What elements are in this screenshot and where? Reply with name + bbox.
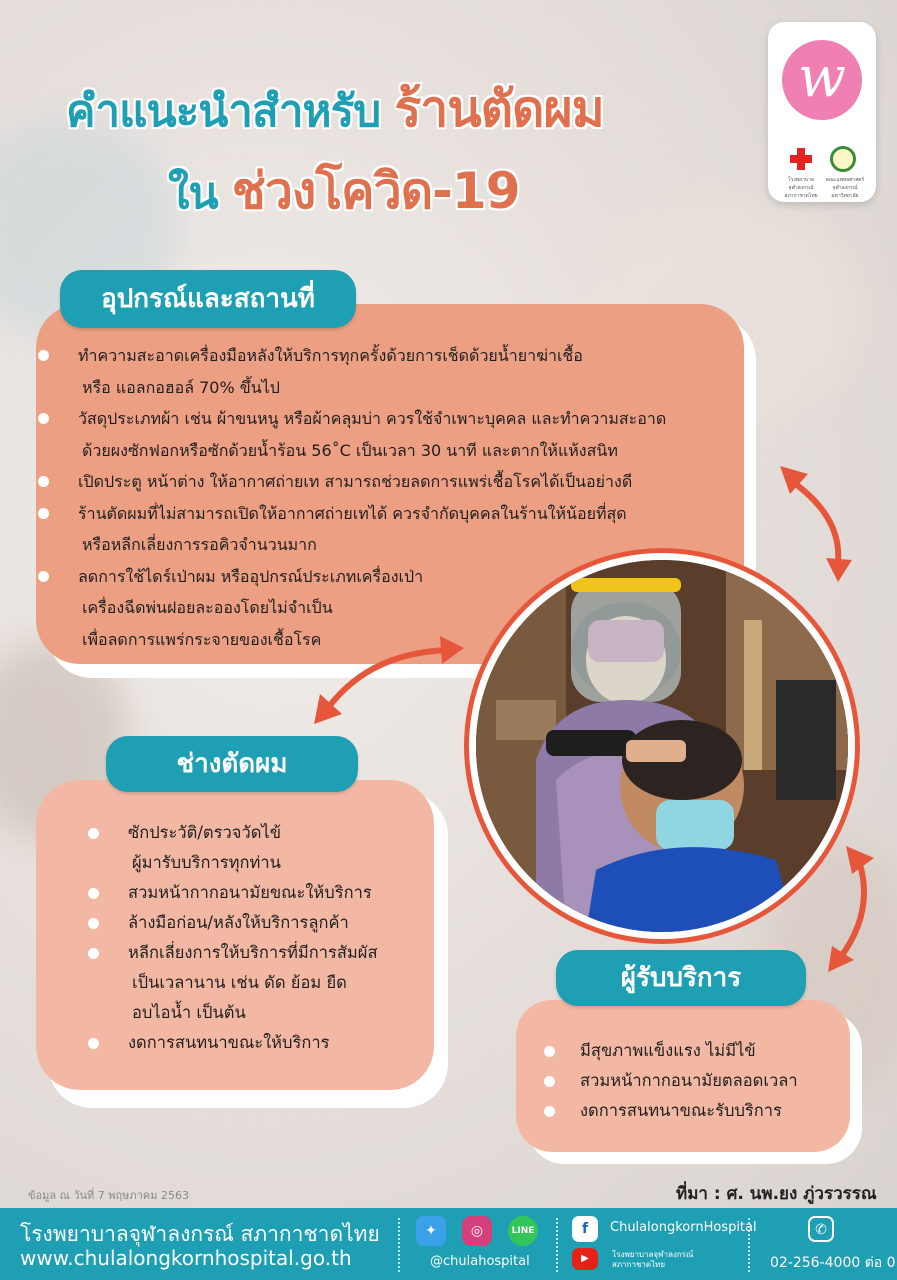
logo-org-2: คณะแพทยศาสตร์ จุฬาลงกรณ์มหาวิทยาลัย — [825, 177, 865, 199]
customer-heading: ผู้รับบริการ — [556, 950, 806, 1006]
title-line-1 — [66, 70, 604, 149]
list-item — [88, 908, 428, 938]
data-date-note: ข้อมูล ณ วันที่ 7 พฤษภาคม 2563 — [28, 1189, 189, 1202]
youtube-channel-name[interactable]: โรงพยาบาลจุฬาลงกรณ์ สภากาชาดไทย — [612, 1250, 694, 1269]
item-line: ซักประวัติ/ตรวจวัดไข้ — [128, 823, 281, 842]
list-item — [38, 403, 738, 466]
title-part-4: ช่วงโควิด-19 — [231, 162, 520, 220]
item-line: เปิดประตู หน้าต่าง ให้อากาศถ่ายเท สามารถช่วยลดการแพร่เชื้อโรคได้เป็นอย่างดี — [78, 472, 633, 491]
university-seal-icon — [830, 146, 856, 172]
double-arrow-icon — [818, 840, 890, 980]
divider — [398, 1218, 400, 1272]
website-link[interactable]: www.chulalongkornhospital.go.th — [20, 1246, 352, 1270]
list-item — [88, 818, 428, 878]
divider — [556, 1218, 558, 1272]
red-cross-icon — [790, 148, 812, 170]
phone-number[interactable]: 02-256-4000 ต่อ 0 — [770, 1255, 896, 1271]
item-line: เพื่อลดการแพร่กระจายของเชื้อโรค — [82, 629, 322, 649]
divider — [748, 1218, 750, 1272]
item-line: เครื่องฉีดพ่นฝอยละอองโดยไม่จำเป็น — [82, 598, 333, 617]
item-line: วัสดุประเภทผ้า เช่น ผ้าขนหนู หรือผ้าคลุมบ่า ควรใช้จำเพาะบุคคล และทำความสะอาด — [78, 409, 667, 428]
title-part-1: คำแนะนำสำหรับ — [66, 86, 381, 137]
twitter-icon[interactable]: ✦ — [416, 1216, 446, 1246]
item-line: สวมหน้ากากอนามัยขณะให้บริการ — [128, 883, 372, 902]
facebook-icon[interactable]: f — [572, 1216, 598, 1242]
list-item — [88, 938, 428, 1028]
logo-card — [768, 22, 876, 202]
logo-org-1: โรงพยาบาลจุฬาลงกรณ์ สภากาชาดไทย — [784, 177, 818, 199]
item-line: ลดการใช้ไดร์เป่าผม หรืออุปกรณ์ประเภทเครื่องเป่า — [78, 566, 424, 586]
customer-list — [544, 1036, 844, 1126]
social-handle: @chulahospital — [430, 1254, 530, 1269]
hospital-logo-icon: w — [782, 40, 862, 120]
list-item — [544, 1036, 844, 1066]
instagram-icon[interactable]: ◎ — [462, 1216, 492, 1246]
barber-heading: ช่างตัดผม — [106, 736, 358, 792]
item-line: เป็นเวลานาน เช่น ดัด ย้อม ยืด — [132, 973, 347, 992]
list-item — [88, 1028, 428, 1058]
item-line: หรือ แอลกอฮอล์ 70% ขึ้นไป — [82, 377, 280, 397]
title-part-3: ใน — [168, 168, 218, 219]
item-line: หรือหลีกเลี่ยงการรอคิวจำนวนมาก — [82, 535, 317, 554]
item-line: งดการสนทนาขณะรับบริการ — [580, 1101, 782, 1120]
double-arrow-icon — [300, 628, 470, 728]
barber-list — [88, 818, 428, 1058]
barber-photo — [476, 560, 848, 932]
item-line: ร้านตัดผมที่ไม่สามารถเปิดให้อากาศถ่ายเทได้ ควรจำกัดบุคคลในร้านให้น้อยที่สุด — [78, 503, 627, 523]
list-item — [544, 1096, 844, 1126]
facebook-page-name[interactable]: ChulalongkornHospital — [610, 1220, 757, 1235]
item-line: ทำความสะอาดเครื่องมือหลังให้บริการทุกครั้งด้วยการเช็ดด้วยน้ำยาฆ่าเชื้อ — [78, 346, 583, 365]
double-arrow-icon — [772, 456, 862, 586]
barber-scene-illustration — [476, 560, 848, 932]
item-line: ผู้มารับบริการทุกท่าน — [132, 853, 281, 872]
phone-icon[interactable]: ✆ — [808, 1216, 834, 1242]
list-item — [38, 466, 738, 498]
equipment-heading: อุปกรณ์และสถานที่ — [60, 270, 356, 328]
item-line: อบไอน้ำ เป็นต้น — [132, 1003, 246, 1022]
item-line: ด้วยผงซักฟอกหรือซักด้วยน้ำร้อน 56˚C เป็นเวลา 30 นาที และตากให้แห้งสนิท — [82, 440, 618, 460]
youtube-icon[interactable]: ▶ — [572, 1248, 598, 1270]
line-icon[interactable]: LINE — [508, 1216, 538, 1246]
item-line: ล้างมือก่อน/หลังให้บริการลูกค้า — [128, 913, 349, 932]
footer-bar — [0, 1208, 897, 1280]
item-line: หลีกเลี่ยงการให้บริการที่มีการสัมผัส — [128, 943, 378, 962]
source-credit: ที่มา : ศ. นพ.ยง ภู่วรวรรณ — [676, 1184, 877, 1204]
list-item — [88, 878, 428, 908]
list-item — [544, 1066, 844, 1096]
title-part-2: ร้านตัดผม — [394, 80, 604, 138]
title-line-2 — [168, 152, 520, 231]
item-line: สวมหน้ากากอนามัยตลอดเวลา — [580, 1071, 798, 1090]
item-line: มีสุขภาพแข็งแรง ไม่มีไข้ — [580, 1041, 756, 1060]
list-item — [38, 340, 738, 403]
item-line: งดการสนทนาขณะให้บริการ — [128, 1033, 330, 1052]
footer-hospital-name: โรงพยาบาลจุฬาลงกรณ์ สภากาชาดไทย — [20, 1222, 380, 1246]
